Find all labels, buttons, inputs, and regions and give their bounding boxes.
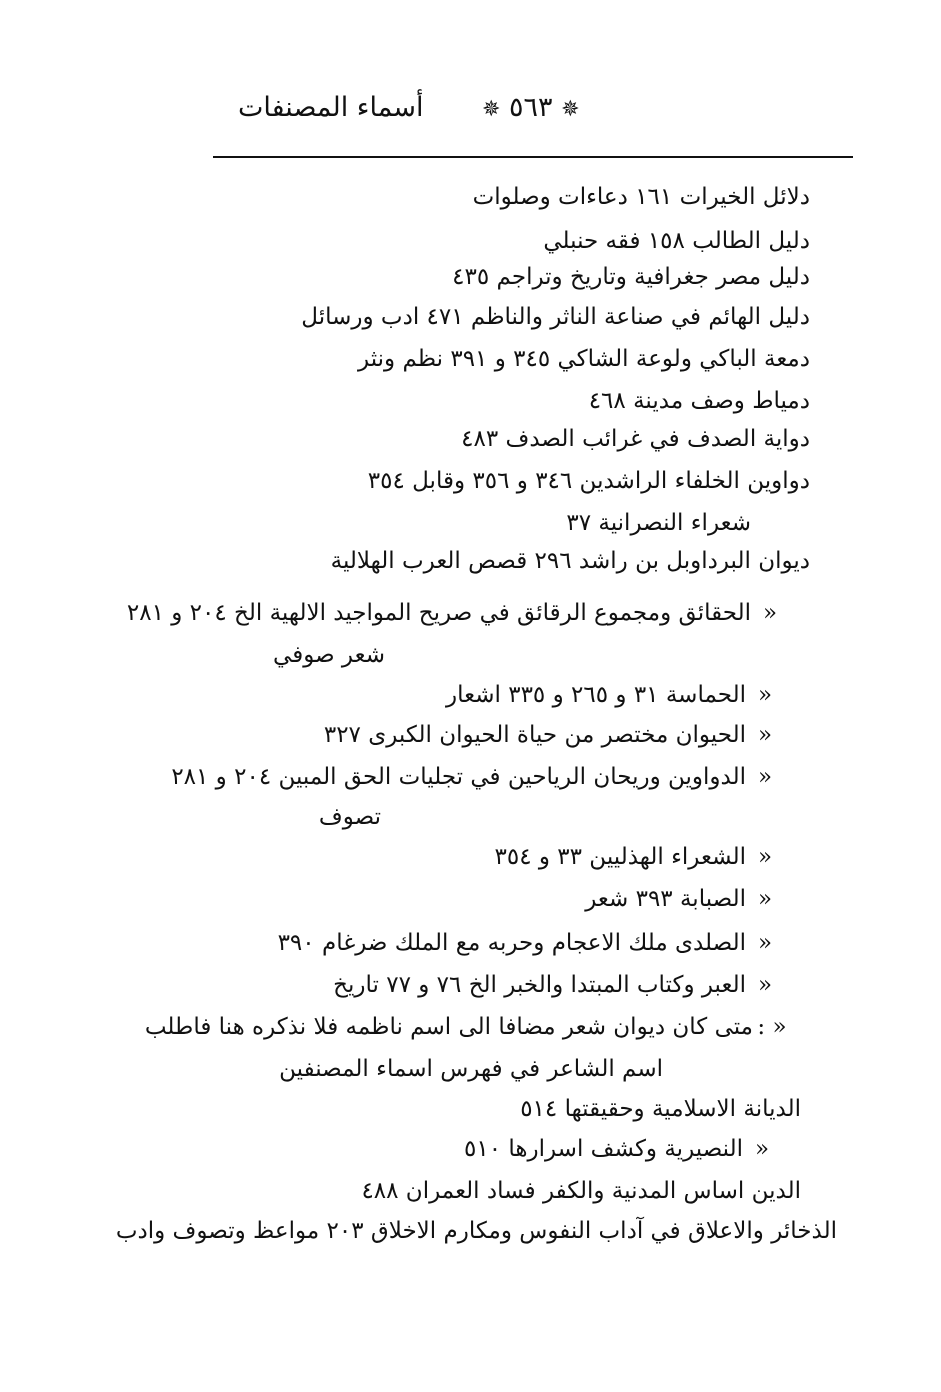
index-entry: «الشعراء الهذليين ٣٣ و ٣٥٤	[494, 842, 784, 872]
index-entry: دواية الصدف في غرائب الصدف ٤٨٣	[461, 426, 810, 452]
ditto-mark: «	[757, 886, 773, 912]
ditto-mark: «	[757, 682, 773, 708]
index-entry: «الصبابة ٣٩٣ شعر	[585, 884, 784, 914]
index-entry: «العبر وكتاب المبتدا والخبر الخ ٧٦ و ٧٧ تاريخ	[333, 970, 784, 1000]
index-entry: ديوان البرداوبل بن راشد ٢٩٦ قصص العرب الهلالية	[330, 548, 810, 574]
index-note: « :متى كان ديوان شعر مضافا الى اسم ناظمه فلا نذكره هنا فاطلب	[145, 1012, 791, 1042]
index-entry: دليل الهائم في صناعة الناثر والناظم ٤٧١ ادب ورسائل	[301, 304, 810, 330]
header-rule	[213, 156, 853, 158]
index-entry: الديانة الاسلامية وحقيقتها ٥١٤	[520, 1096, 801, 1122]
page-number	[482, 92, 580, 123]
ditto-mark: «	[757, 972, 773, 998]
index-entry: دليل الطالب ١٥٨ فقه حنبلي	[543, 228, 810, 254]
index-entry: «الدواوين وريحان الرياحين في تجليات الحق المبين ٢٠٤ و ٢٨١	[171, 762, 784, 792]
index-entry: دواوين الخلفاء الراشدين ٣٤٦ و ٣٥٦ وقابل ٣٥٤	[367, 468, 810, 494]
index-entry: «الحماسة ٣١ و ٢٦٥ و ٣٣٥ اشعار	[446, 680, 784, 710]
ditto-mark: «	[754, 1136, 770, 1162]
index-entry: «الحيوان مختصر من حياة الحيوان الكبرى ٣٢٧	[324, 720, 784, 750]
running-head-title: أسماء المصنفات	[238, 92, 424, 123]
ornament-icon: ✵	[561, 97, 580, 122]
page-number-value: ٥٦٣	[509, 92, 553, 123]
index-entry: دلائل الخيرات ١٦١ دعاءات وصلوات	[472, 184, 810, 210]
index-note-continuation: اسم الشاعر في فهرس اسماء المصنفين	[279, 1056, 663, 1082]
index-entry: دمعة الباكي ولوعة الشاكي ٣٤٥ و ٣٩١ نظم ونثر	[358, 346, 810, 372]
index-entry: دليل مصر جغرافية وتاريخ وتراجم ٤٣٥	[452, 264, 810, 290]
index-entry: الذخائر والاعلاق في آداب النفوس ومكارم الاخلاق ٢٠٣ مواعظ وتصوف وادب	[115, 1218, 837, 1244]
ditto-mark: «	[757, 844, 773, 870]
ditto-mark: «	[762, 600, 778, 626]
index-entry-continuation: شعراء النصرانية ٣٧	[566, 510, 751, 536]
index-entry: «الصلدى ملك الاعجام وحربه مع الملك ضرغام ٣٩٠	[278, 928, 784, 958]
ditto-mark: «	[757, 722, 773, 748]
ditto-mark: « :	[757, 1014, 787, 1040]
ornament-icon: ✵	[482, 97, 501, 122]
ditto-mark: «	[757, 764, 773, 790]
index-entry-continuation: شعر صوفي	[273, 642, 385, 668]
ditto-mark: «	[757, 930, 773, 956]
index-entry: «الحقائق ومجموع الرقائق في صريح المواجيد الالهية الخ ٢٠٤ و ٢٨١	[127, 598, 789, 628]
index-entry-continuation: تصوف	[318, 804, 381, 830]
index-entry: «النصيرية وكشف اسرارها ٥١٠	[464, 1134, 781, 1164]
index-entry: الدين اساس المدنية والكفر فساد العمران ٤٨٨	[361, 1178, 801, 1204]
index-entry: دمياط وصف مدينة ٤٦٨	[588, 388, 810, 414]
